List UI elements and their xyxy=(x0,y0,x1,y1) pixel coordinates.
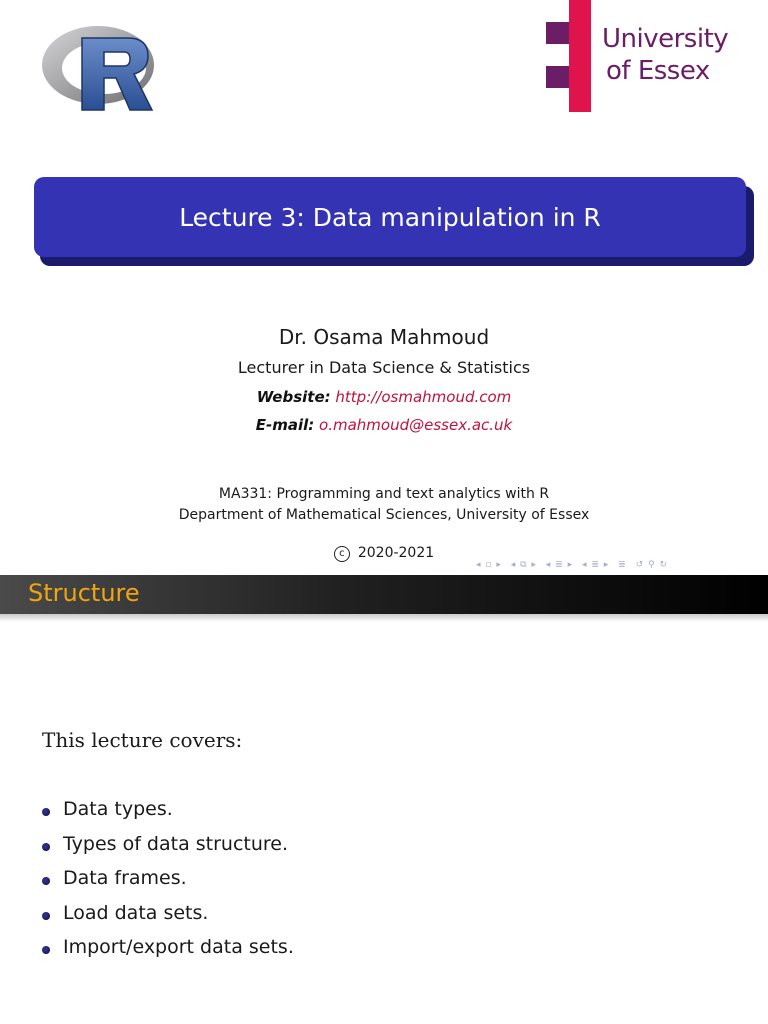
email-label: E-mail: xyxy=(255,416,315,434)
website-label: Website: xyxy=(256,388,331,406)
bullet-icon xyxy=(42,808,50,816)
nav-search-icon[interactable]: ↺ ⚲ ↻ xyxy=(635,560,668,570)
section-title: Structure xyxy=(28,579,140,607)
website-link[interactable]: http://osmahmoud.com xyxy=(335,388,512,406)
nav-section-icon[interactable]: ◂ ≣ ▸ xyxy=(545,560,574,570)
title-box xyxy=(34,177,746,257)
list-item xyxy=(42,936,294,971)
bullet-icon xyxy=(42,912,50,920)
lecture-title: Lecture 3: Data manipulation in R xyxy=(179,202,601,232)
list-item xyxy=(42,798,294,833)
list-item-text: Types of data structure. xyxy=(63,832,289,855)
copyright-years: 2020-2021 xyxy=(357,545,435,561)
author-name: Dr. Osama Mahmoud xyxy=(278,325,490,349)
university-name-line1: University xyxy=(602,24,729,54)
beamer-navigation xyxy=(476,560,766,574)
list-item-text: Import/export data sets. xyxy=(63,936,294,958)
university-logo xyxy=(546,0,746,115)
list-item xyxy=(42,867,294,902)
section-header-shadow xyxy=(0,614,768,622)
email-line xyxy=(0,416,768,434)
nav-slide-icon[interactable]: ◂ ≣ ▸ xyxy=(581,560,610,570)
copyright-icon: c xyxy=(334,546,350,562)
author-position: Lecturer in Data Science & Statistics xyxy=(237,358,531,377)
list-item xyxy=(42,902,294,937)
nav-align-icon[interactable]: ≣ xyxy=(618,560,627,570)
nav-subsection-icon[interactable]: ◂ ⧉ ▸ xyxy=(510,560,537,570)
bullet-icon xyxy=(42,843,50,851)
email-link[interactable]: o.mahmoud@essex.ac.uk xyxy=(319,416,513,434)
list-item-text: Data frames. xyxy=(63,867,187,889)
list-item xyxy=(42,833,294,868)
list-item-text: Load data sets. xyxy=(63,901,209,924)
university-name-line2: of Essex xyxy=(606,56,710,86)
department-name: Department of Mathematical Sciences, University of Essex xyxy=(178,507,590,523)
website-line xyxy=(0,388,768,406)
topic-list xyxy=(42,798,294,971)
bullet-icon xyxy=(42,877,50,885)
intro-text: This lecture covers: xyxy=(42,728,243,752)
nav-frame-icon[interactable]: ◂ ▫ ▸ xyxy=(476,560,502,570)
course-name: MA331: Programming and text analytics with R xyxy=(218,486,550,502)
r-logo xyxy=(40,22,160,116)
list-item-text: Data types. xyxy=(63,798,173,820)
bullet-icon xyxy=(42,946,50,954)
